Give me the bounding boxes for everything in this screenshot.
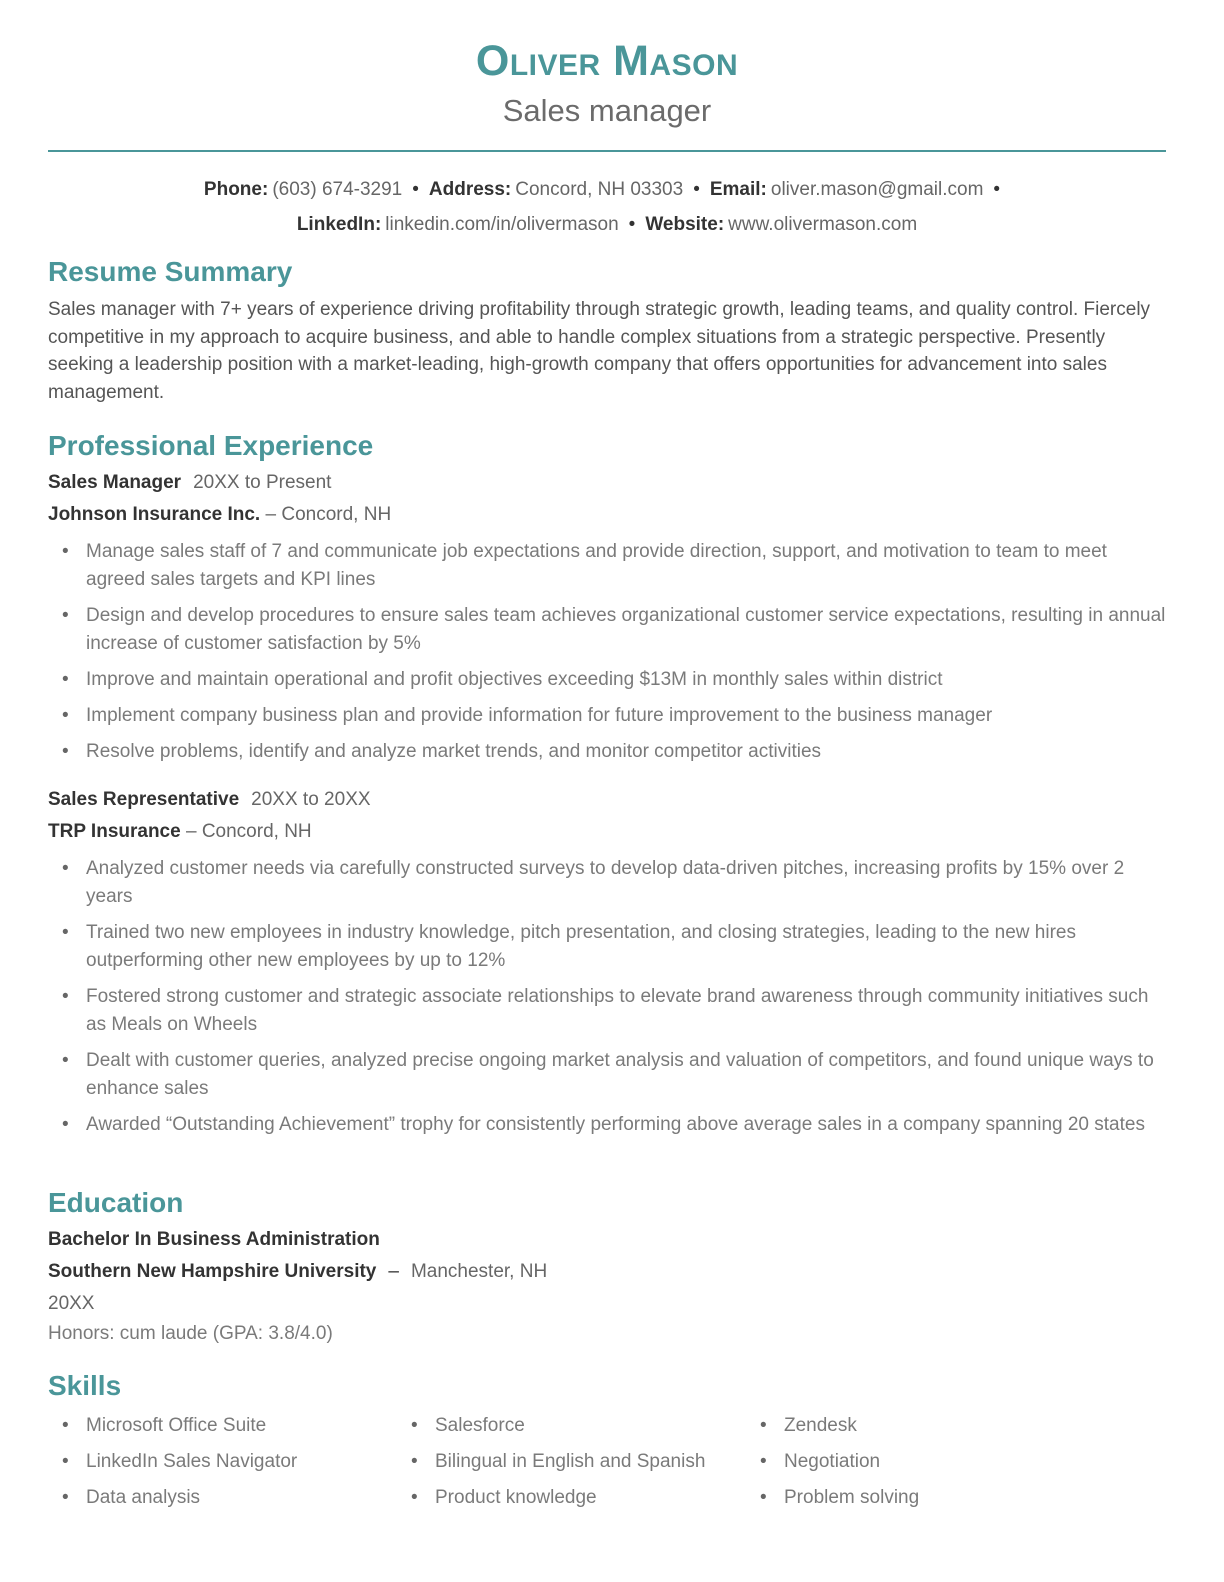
- list-item: • Manage sales staff of 7 and communicate job expectations and provide direction, support, and motivation to team to meet agreed sales targets and KPI lines: [48, 538, 1166, 594]
- contact-line-2: [48, 213, 1166, 237]
- job-1-company-line: [48, 503, 391, 527]
- skill-item: • Salesforce: [397, 1408, 746, 1444]
- job-location: – Concord, NH: [265, 504, 392, 525]
- job-dates: 20XX to 20XX: [251, 789, 371, 810]
- job-dates: 20XX to Present: [193, 472, 332, 493]
- experience-heading: Professional Experience: [48, 430, 374, 461]
- address-value: Concord, NH 03303: [515, 179, 684, 200]
- list-item: • Design and develop procedures to ensure sales team achieves organizational customer service expectations, resulting in annual increase of customer satisfaction by 5%: [48, 602, 1166, 658]
- graduation-year: 20XX: [48, 1293, 95, 1314]
- candidate-title: Sales manager: [502, 93, 712, 128]
- list-item: • Fostered strong customer and strategic associate relationships to elevate brand awareness through community initiatives such as Meals on Wheels: [48, 983, 1166, 1039]
- skill-item: • Data analysis: [48, 1480, 397, 1516]
- skills-column: [746, 1408, 1095, 1516]
- candidate-name: Oliver Mason: [475, 37, 739, 85]
- job-title: Sales Manager: [48, 472, 182, 493]
- skill-item: • Bilingual in English and Spanish: [397, 1444, 746, 1480]
- skill-item: • LinkedIn Sales Navigator: [48, 1444, 397, 1480]
- job-company: TRP Insurance: [48, 821, 181, 842]
- job-1-bullets: [48, 538, 1166, 766]
- job-company: Johnson Insurance Inc.: [48, 504, 261, 525]
- summary-heading: Resume Summary: [48, 256, 293, 287]
- skills-grid: [48, 1408, 1166, 1516]
- honors: Honors: cum laude (GPA: 3.8/4.0): [48, 1323, 333, 1344]
- header-divider: [48, 150, 1166, 152]
- contact-separator: •: [993, 179, 1001, 200]
- skill-item: • Product knowledge: [397, 1480, 746, 1516]
- list-item: • Improve and maintain operational and profit objectives exceeding $13M in monthly sales within district: [48, 666, 1166, 694]
- email-value[interactable]: oliver.mason@gmail.com: [770, 179, 984, 200]
- list-item: • Dealt with customer queries, analyzed precise ongoing market analysis and valuation of competitors, and found unique ways to enhance sales: [48, 1047, 1166, 1103]
- skills-column: [48, 1408, 397, 1516]
- linkedin-label: LinkedIn:: [296, 214, 382, 235]
- website-value[interactable]: www.olivermason.com: [728, 214, 918, 235]
- phone-label: Phone:: [203, 179, 269, 200]
- job-2-title-line: [48, 788, 371, 812]
- contact-separator: •: [412, 179, 419, 200]
- resume-page: [48, 0, 1166, 1582]
- education-heading: Education: [48, 1187, 184, 1218]
- skills-heading: Skills: [48, 1370, 122, 1401]
- school-line: [48, 1260, 547, 1284]
- school-location: Manchester, NH: [410, 1261, 548, 1282]
- skill-item: • Negotiation: [746, 1444, 1095, 1480]
- list-item: • Awarded “Outstanding Achievement” trophy for consistently performing above average sales in a company spanning 20 states: [48, 1111, 1166, 1139]
- skill-item: • Problem solving: [746, 1480, 1095, 1516]
- job-2-company-line: [48, 820, 312, 844]
- skills-column: [397, 1408, 746, 1516]
- email-label: Email:: [709, 179, 767, 200]
- skill-item: • Microsoft Office Suite: [48, 1408, 397, 1444]
- address-label: Address:: [428, 179, 512, 200]
- contact-separator: •: [693, 179, 700, 200]
- school-dash: –: [388, 1261, 399, 1282]
- list-item: • Trained two new employees in industry knowledge, pitch presentation, and closing strategies, leading to the new hires outperforming other new employees by up to 12%: [48, 919, 1166, 975]
- degree: Bachelor In Business Administration: [48, 1229, 380, 1250]
- summary-text: Sales manager with 7+ years of experience driving profitability through strategic growth, leading teams, and quality control. Fiercely competitive in my approach to acquire business, and able to handle complex situations from a strategic perspective. Presently seeking a leadership position with a market-leading, high-growth company that offers opportunities for advancement into sales management.: [48, 299, 1151, 403]
- list-item: • Analyzed customer needs via carefully constructed surveys to develop data-driven pitches, increasing profits by 15% over 2 years: [48, 855, 1166, 911]
- linkedin-value[interactable]: linkedin.com/in/olivermason: [385, 214, 619, 235]
- school-name: Southern New Hampshire University: [48, 1261, 377, 1282]
- job-2-bullets: [48, 855, 1166, 1139]
- job-title: Sales Representative: [48, 789, 240, 810]
- website-label: Website:: [645, 214, 725, 235]
- contact-separator: •: [628, 214, 636, 235]
- skill-item: • Zendesk: [746, 1408, 1095, 1444]
- list-item: • Resolve problems, identify and analyze market trends, and monitor competitor activities: [48, 738, 1166, 766]
- job-location: – Concord, NH: [185, 821, 312, 842]
- contact-line-1: [48, 178, 1166, 202]
- list-item: • Implement company business plan and provide information for future improvement to the business manager: [48, 702, 1166, 730]
- job-1-title-line: [48, 471, 331, 495]
- phone-value: (603) 674-3291: [272, 179, 403, 200]
